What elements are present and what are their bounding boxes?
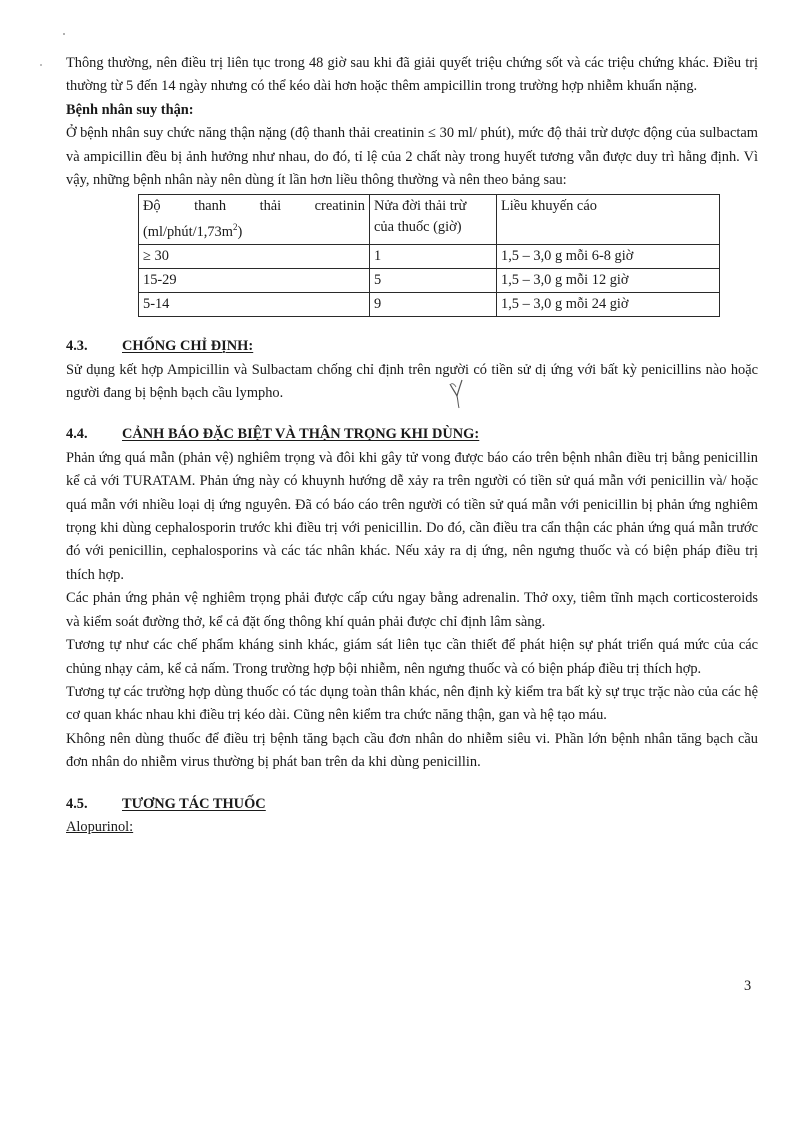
section-4-4-paragraph-5: Không nên dùng thuốc để điều trị bệnh tăng bạch cầu đơn nhân do nhiễm siêu vi. Phần lớn bệnh nhân tăng bạch cầu đơn nhân do nhiễm virus thường bị phát ban trên da khi dùng penicillin. (66, 730, 758, 771)
cell-clearance: 15-29 (139, 269, 370, 293)
header-half-life-line1: Nửa đời thải trừ (374, 198, 467, 215)
header-dose: Liều khuyến cáo (497, 195, 720, 245)
document-page (66, 52, 758, 839)
renal-paragraph: Ở bệnh nhân suy chức năng thận nặng (độ thanh thải creatinin ≤ 30 ml/ phút), mức độ thải trừ dược động của sulbactam và ampicillin đều bị ảnh hưởng như nhau, do đó, tỉ lệ của 2 chất này trong huyết tương vẫn được duy trì hằng định. Vì vậy, những bệnh nhân này nên dùng ít lần hơn liều thông thường và nên theo bảng sau: (66, 125, 758, 189)
table-row (139, 269, 720, 293)
section-4-4-paragraph-1: Phản ứng quá mẫn (phản vệ) nghiêm trọng và đôi khi gây tử vong được báo cáo trên bệnh nhân điều trị bằng penicillin kể cả với TURATAM. Phản ứng này có khuynh hướng dễ xảy ra trên người có tiền sử quá mẫn với penicillin và/ hoặc quá mẫn với nhiều loại dị ứng nguyên. Đã có báo cáo trên người có tiền sử quá mẫn với penicillin bị phản ứng nghiêm trọng khi dùng cephalosporin trước khi điều trị với penicillin. Do đó, cần điều tra cẩn thận các phản ứng quá mẫn trước đó với penicillin, cephalosporins và các tác nhân khác. Nếu xảy ra dị ứng, nên ngưng thuốc và có biện pháp điều trị thích hợp. (66, 449, 758, 583)
cell-half-life: 9 (370, 293, 497, 317)
table-row (139, 293, 720, 317)
scan-speck (63, 33, 65, 35)
section-4-5-heading: 4.5. TƯƠNG TÁC THUỐC (66, 795, 266, 812)
handwritten-check-mark-icon (448, 378, 468, 410)
scan-speck (40, 64, 42, 66)
section-4-4-heading: 4.4. CẢNH BÁO ĐẶC BIỆT VÀ THẬN TRỌNG KHI DÙNG: (66, 426, 480, 443)
header-half-life (370, 195, 497, 245)
cell-half-life: 1 (370, 245, 497, 269)
renal-heading: Bệnh nhân suy thận: (66, 101, 194, 118)
dosage-table (138, 194, 720, 317)
table-row (139, 245, 720, 269)
cell-dose: 1,5 – 3,0 g mỗi 12 giờ (497, 269, 720, 293)
intro-paragraph: Thông thường, nên điều trị liên tục trong 48 giờ sau khi đã giải quyết triệu chứng sốt và các triệu chứng khác. Điều trị thường từ 5 đến 14 ngày nhưng có thể kéo dài hơn hoặc thêm ampicillin trong trường hợp nhiễm khuẩn nặng. (66, 55, 758, 95)
section-4-5-subheading: Alopurinol: (66, 818, 134, 835)
cell-dose: 1,5 – 3,0 g mỗi 24 giờ (497, 293, 720, 317)
section-4-3-paragraph: Sử dụng kết hợp Ampicillin và Sulbactam chống chỉ định trên người có tiền sử dị ứng với bất kỳ penicillins nào hoặc người đang bị bệnh bạch cầu lympho. (66, 361, 758, 402)
table-header-row (139, 195, 720, 245)
section-4-4-paragraph-3: Tương tự như các chế phẩm kháng sinh khác, giám sát liên tục cần thiết để phát hiện sự phát triển quá mức của các chủng nhạy cảm, kể cả nấm. Trong trường hợp bội nhiễm, nên ngưng thuốc và có biện pháp điều trị thích hợp. (66, 637, 758, 677)
header-clearance (139, 195, 370, 245)
cell-clearance: ≥ 30 (139, 245, 370, 269)
header-clearance-line1: Độ thanh thải creatinin (143, 198, 365, 215)
section-4-3-heading: 4.3. CHỐNG CHỈ ĐỊNH: (66, 338, 254, 355)
cell-clearance: 5-14 (139, 293, 370, 317)
page-number: 3 (744, 978, 752, 994)
cell-half-life: 5 (370, 269, 497, 293)
cell-dose: 1,5 – 3,0 g mỗi 6-8 giờ (497, 245, 720, 269)
section-4-4-paragraph-2: Các phản ứng phản vệ nghiêm trọng phải được cấp cứu ngay bằng adrenalin. Thở oxy, tiêm tĩnh mạch corticosteroids và kiểm soát đường thở, kể cả đặt ống thông khí quản phải được chỉ định lâm sàng. (66, 590, 758, 630)
header-half-life-line2: của thuốc (giờ) (374, 219, 462, 236)
header-clearance-line2: $(ml/phút/1,73m^2)$ (143, 222, 243, 241)
section-4-4-paragraph-4: Tương tự các trường hợp dùng thuốc có tác dụng toàn thân khác, nên định kỳ kiểm tra bất kỳ sự trục trặc nào của các hệ cơ quan khác nhau khi điều trị kéo dài. Cũng nên kiểm tra chức năng thận, gan và hệ tạo máu. (66, 683, 758, 724)
